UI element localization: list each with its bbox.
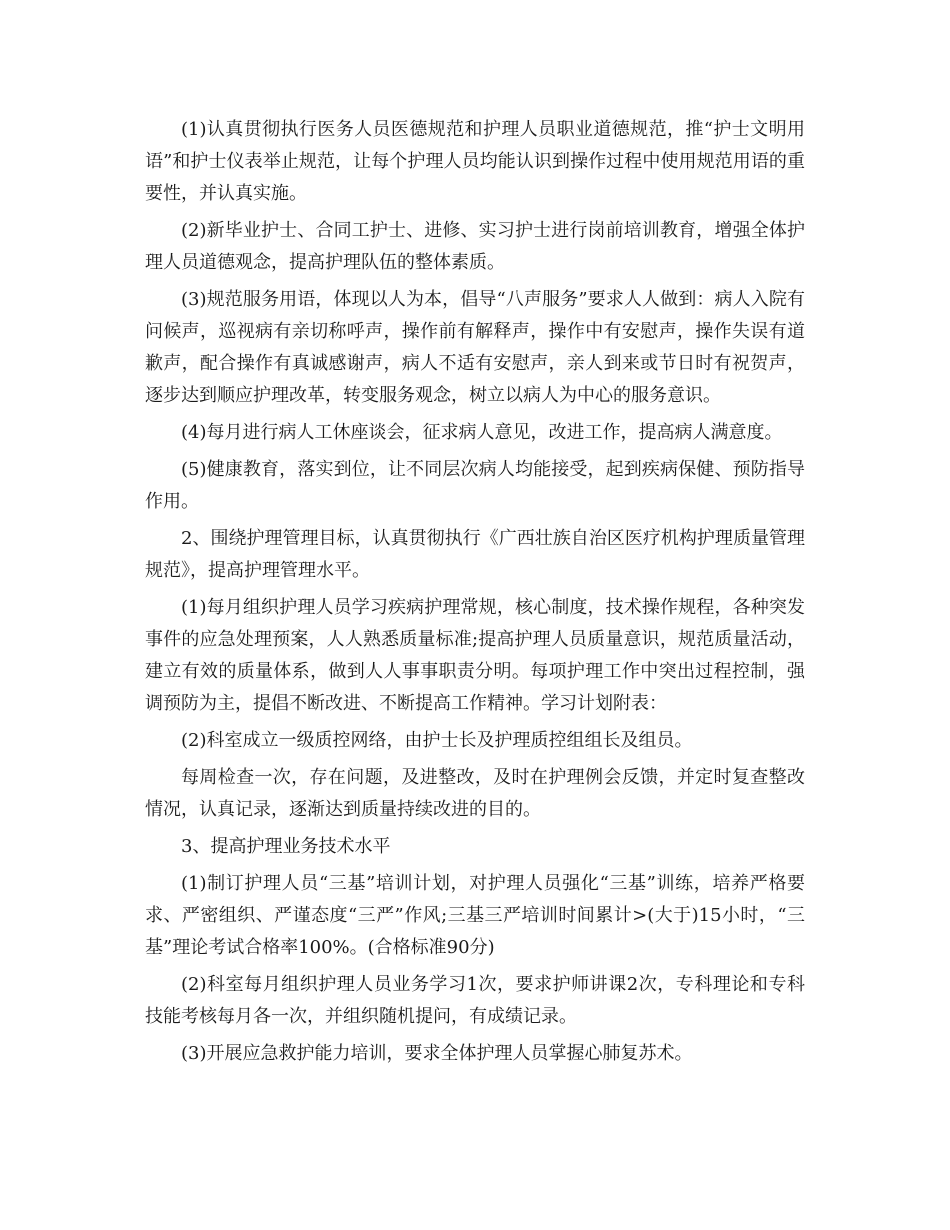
paragraph-4: (4)每月进行病人工休座谈会，征求病人意见，改进工作，提高病人满意度。 bbox=[181, 422, 783, 443]
paragraph-8: 每周检查一次，存在问题，及进整改，及时在护理例会反馈，并定时复查整改情况，认真记录，逐渐达到质量持续改进的目的。 bbox=[145, 767, 805, 820]
paragraph-1: (1)认真贯彻执行医务人员医德规范和护理人员职业道德规范，推“护士文明用语”和护士仪表举止规范，让每个护理人员均能认识到操作过程中使用规范用语的重要性，并认真实施。 bbox=[145, 119, 805, 204]
section-2-heading: 2、围绕护理管理目标，认真贯彻执行《广西壮族自治区医疗机构护理质量管理规范》，提高护理管理水平。 bbox=[145, 528, 805, 581]
document-body bbox=[145, 114, 805, 1075]
paragraph-7: (2)科室成立一级质控网络，由护士长及护理质控组组长及组员。 bbox=[181, 730, 693, 751]
paragraph-10: (2)科室每月组织护理人员业务学习1次，要求护师讲课2次，专科理论和专科技能考核每月各一次，并组织随机提问，有成绩记录。 bbox=[145, 974, 805, 1027]
paragraph-3: (3)规范服务用语，体现以人为本，倡导“八声服务”要求人人做到：病人入院有问候声，巡视病有亲切称呼声，操作前有解释声，操作中有安慰声，操作失误有道歉声，配合操作有真诚感谢声，病人不适有安慰声，亲人到来或节日时有祝贺声，逐步达到顺应护理改革，转变服务观念，树立以病人为中心的服务意识。 bbox=[145, 289, 805, 406]
paragraph-9: (1)制订护理人员“三基”培训计划，对护理人员强化“三基”训练，培养严格要求、严密组织、严谨态度“三严”作风;三基三严培训时间累计>(大于)15小时，“三基”理论考试合格率100%。(合格标准90分) bbox=[145, 873, 805, 958]
paragraph-2: (2)新毕业护士、合同工护士、进修、实习护士进行岗前培训教育，增强全体护理人员道德观念，提高护理队伍的整体素质。 bbox=[145, 220, 805, 273]
paragraph-5: (5)健康教育，落实到位，让不同层次病人均能接受，起到疾病保健、预防指导作用。 bbox=[145, 459, 805, 512]
paragraph-11: (3)开展应急救护能力培训，要求全体护理人员掌握心肺复苏术。 bbox=[181, 1043, 693, 1064]
section-3-heading: 3、提高护理业务技术水平 bbox=[181, 836, 391, 857]
paragraph-6: (1)每月组织护理人员学习疾病护理常规，核心制度，技术操作规程，各种突发事件的应急处理预案，人人熟悉质量标准;提高护理人员质量意识，规范质量活动，建立有效的质量体系，做到人人事事职责分明。每项护理工作中突出过程控制，强调预防为主，提倡不断改进、不断提高工作精神。学习计划附表： bbox=[145, 597, 805, 714]
